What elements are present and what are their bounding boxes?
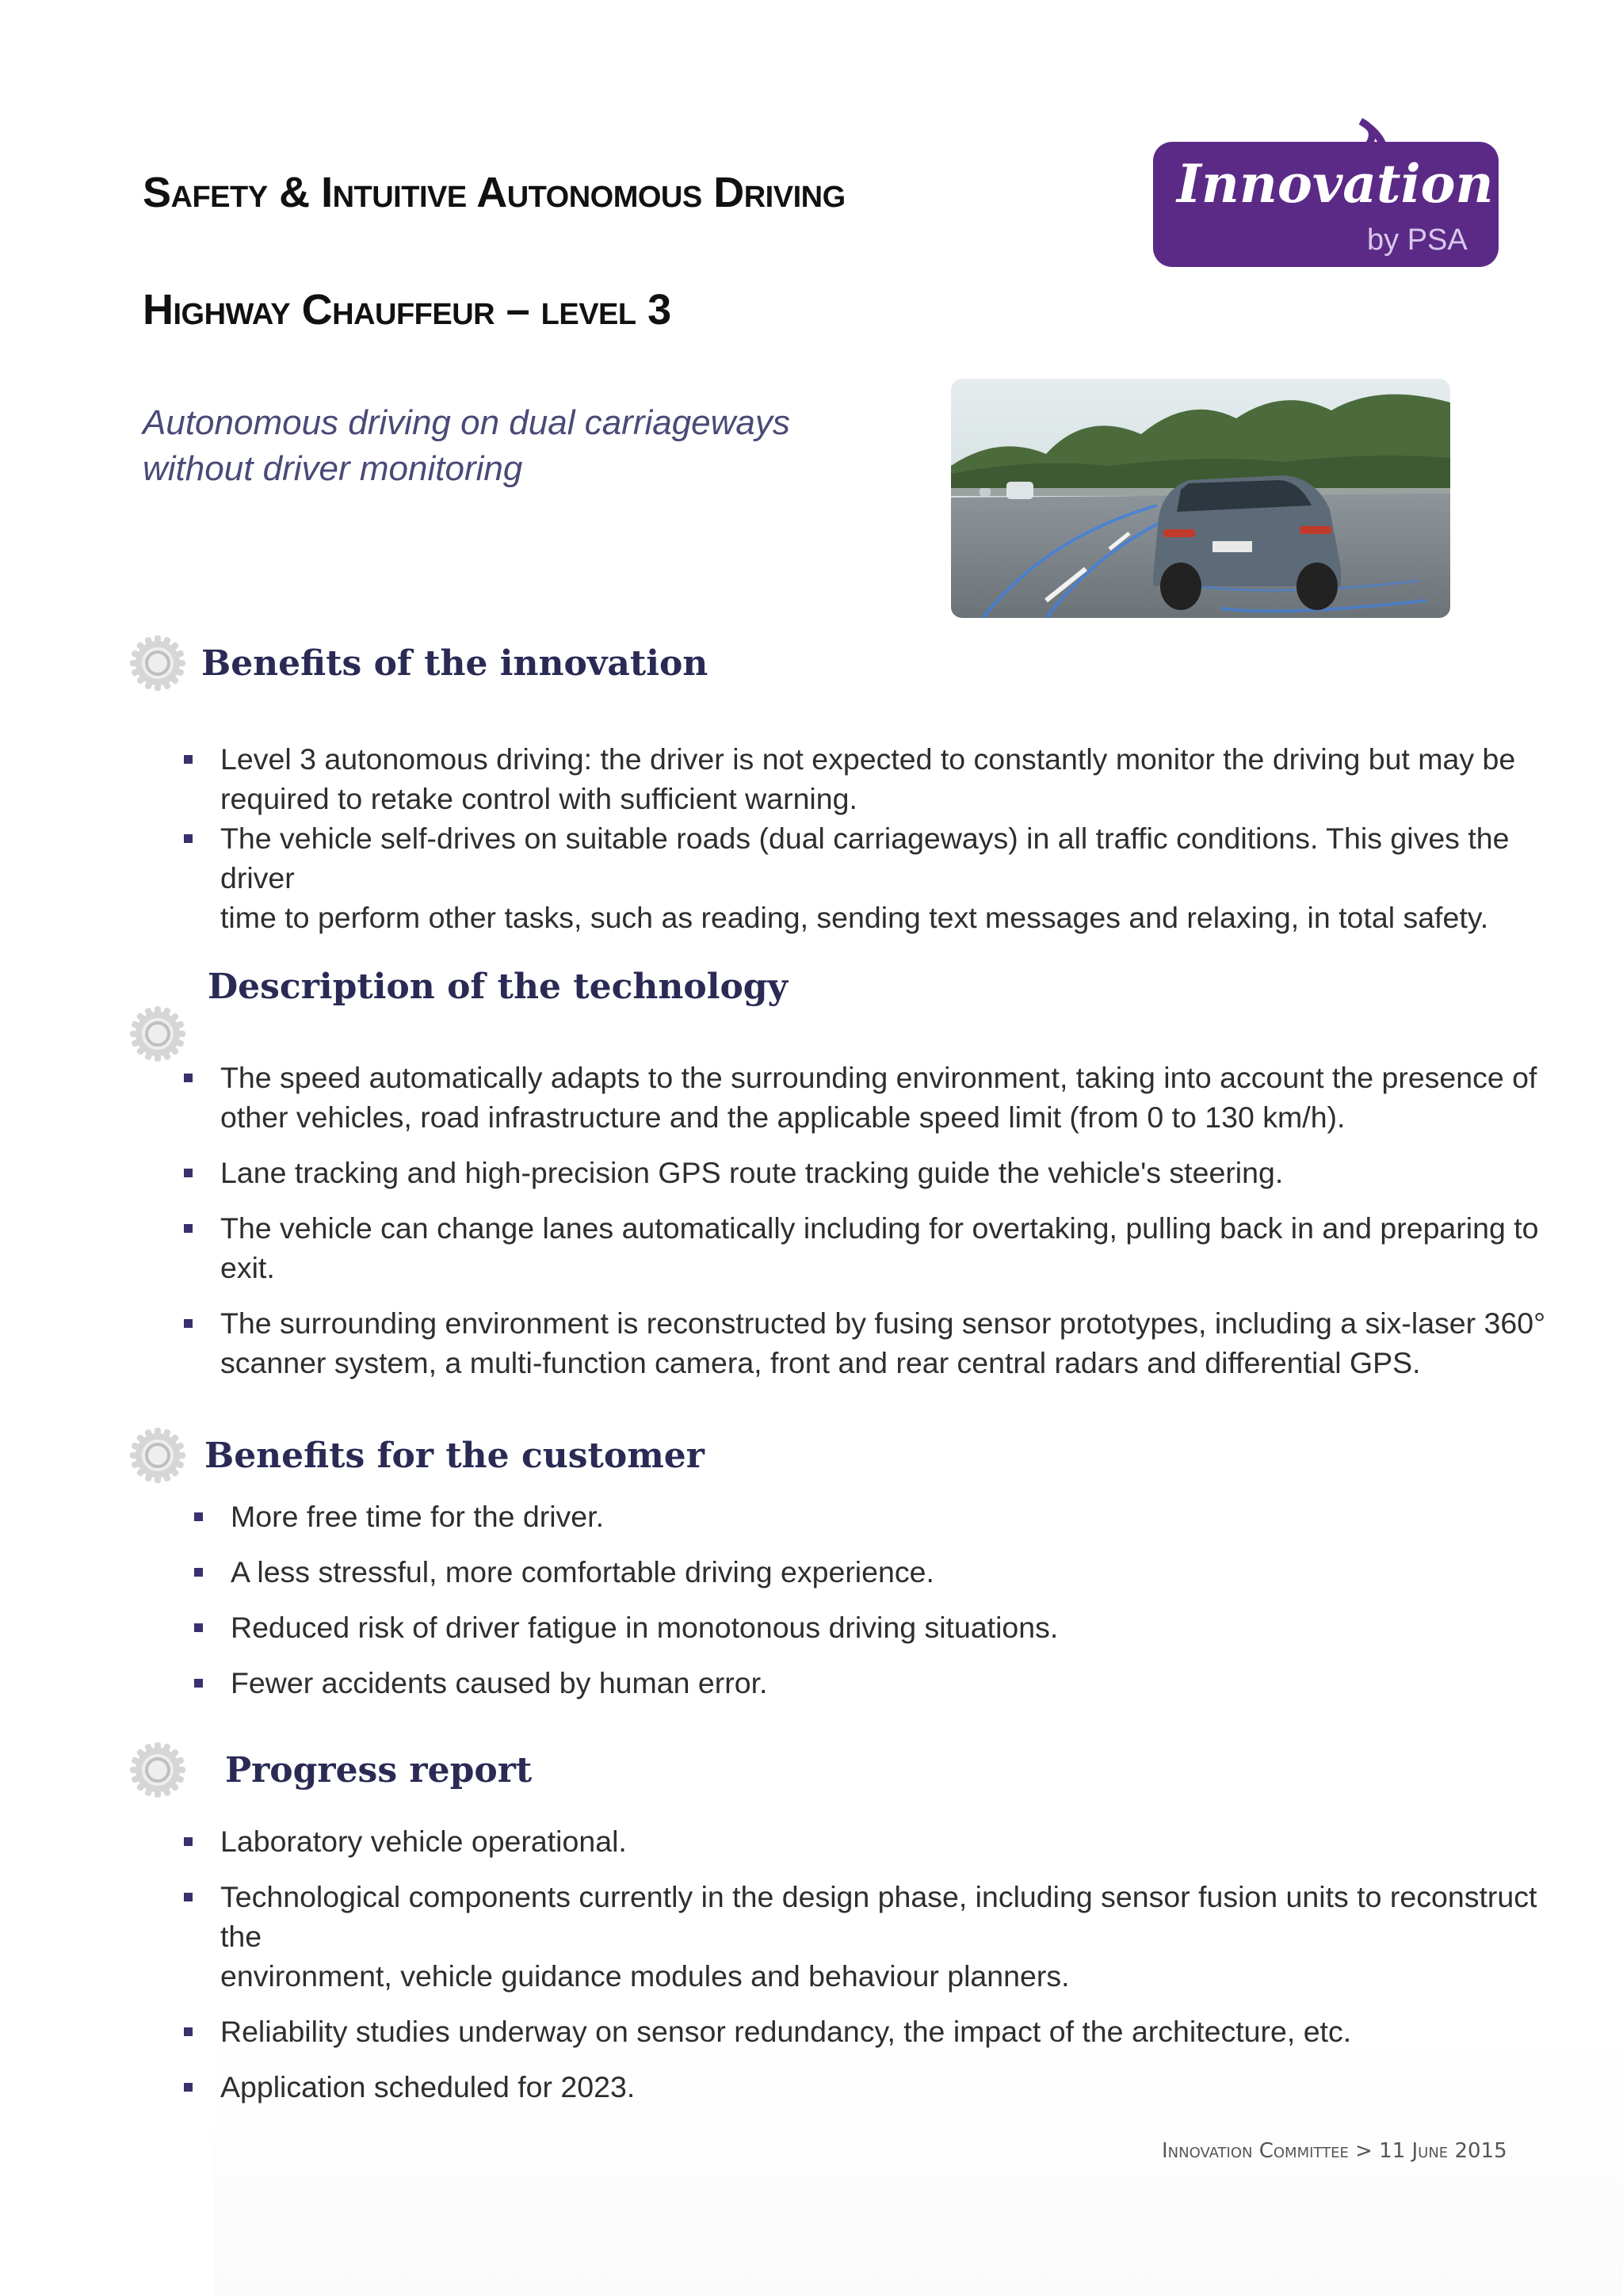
gear-bullet-icon bbox=[128, 1741, 187, 1799]
footer-committee-date: Innovation Committee > 11 June 2015 bbox=[1162, 2139, 1507, 2163]
list-item: A less stressful, more comfortable driving experience. bbox=[194, 1552, 1541, 1592]
list-item: The speed automatically adapts to the surrounding environment, taking into account the presence of other vehicles, road infrastructure and the applicable speed limit (from 0 to 130 km/h). bbox=[184, 1058, 1547, 1137]
summary-subtitle bbox=[143, 400, 856, 492]
document-title: Safety & Intuitive Autonomous Driving bbox=[143, 169, 846, 216]
bullet-square-icon bbox=[184, 1319, 193, 1328]
bullet-square-icon bbox=[184, 2027, 193, 2036]
list-item: Level 3 autonomous driving: the driver is not expected to constantly monitor the driving but may be required to retake control with sufficient warning. bbox=[184, 739, 1547, 818]
subtitle-line-2: without driver monitoring bbox=[143, 449, 523, 488]
section-benefits-customer-heading bbox=[128, 1426, 705, 1485]
bullet-square-icon bbox=[194, 1568, 203, 1577]
section-title: Benefits of the innovation bbox=[201, 643, 708, 684]
gear-bullet-icon bbox=[128, 1005, 187, 1063]
document-subtitle-heading: Highway Chauffeur – level 3 bbox=[143, 286, 671, 334]
innovation-by-psa-logo bbox=[1153, 115, 1499, 267]
list-item: The surrounding environment is reconstructed by fusing sensor prototypes, including a six-laser 360° scanner system, a multi-function camera, front and rear central radars and differential GPS. bbox=[184, 1303, 1547, 1383]
bullet-square-icon bbox=[184, 2083, 193, 2092]
list-item: Reliability studies underway on sensor redundancy, the impact of the architecture, etc. bbox=[184, 2012, 1547, 2051]
benefits-customer-list bbox=[194, 1497, 1541, 1703]
bullet-square-icon bbox=[194, 1679, 203, 1688]
subtitle-line-1: Autonomous driving on dual carriageways bbox=[143, 403, 790, 442]
logo-word: Innovation bbox=[1177, 153, 1494, 215]
section-description-heading bbox=[128, 967, 788, 1063]
list-item: Application scheduled for 2023. bbox=[184, 2067, 1547, 2107]
logo-byline: by PSA bbox=[1367, 223, 1468, 257]
list-item: Technological components currently in the design phase, including sensor fusion units to reconstruct the environment, vehicle guidance modules and behaviour planners. bbox=[184, 1877, 1547, 1996]
section-benefits-innovation-heading bbox=[128, 634, 708, 692]
section-title: Description of the technology bbox=[208, 967, 789, 1007]
description-list bbox=[184, 1058, 1547, 1383]
bullet-square-icon bbox=[184, 1893, 193, 1901]
section-title: Benefits for the customer bbox=[204, 1435, 705, 1476]
list-item: Laboratory vehicle operational. bbox=[184, 1821, 1547, 1861]
benefits-innovation-list bbox=[184, 739, 1547, 937]
list-item: Lane tracking and high-precision GPS route tracking guide the vehicle's steering. bbox=[184, 1153, 1547, 1192]
section-title: Progress report bbox=[225, 1749, 533, 1791]
bullet-square-icon bbox=[184, 1169, 193, 1177]
list-item: Fewer accidents caused by human error. bbox=[194, 1663, 1541, 1703]
autonomous-car-photo bbox=[951, 379, 1450, 618]
bullet-square-icon bbox=[184, 1837, 193, 1846]
list-item: The vehicle self-drives on suitable roads (dual carriageways) in all traffic conditions. This gives the driver time to perform other tasks, such as reading, sending text messages and relaxing, in total safety. bbox=[184, 818, 1547, 937]
list-item: More free time for the driver. bbox=[194, 1497, 1541, 1536]
progress-list bbox=[184, 1821, 1547, 2107]
bullet-square-icon bbox=[184, 1074, 193, 1082]
gear-bullet-icon bbox=[128, 1426, 187, 1485]
bullet-square-icon bbox=[194, 1512, 203, 1521]
bullet-square-icon bbox=[184, 834, 193, 843]
section-progress-heading bbox=[128, 1741, 532, 1799]
bullet-square-icon bbox=[184, 755, 193, 764]
bullet-square-icon bbox=[184, 1224, 193, 1233]
gear-bullet-icon bbox=[128, 634, 187, 692]
list-item: Reduced risk of driver fatigue in monotonous driving situations. bbox=[194, 1608, 1541, 1647]
list-item: The vehicle can change lanes automatically including for overtaking, pulling back in and preparing to exit. bbox=[184, 1208, 1547, 1287]
bullet-square-icon bbox=[194, 1623, 203, 1632]
